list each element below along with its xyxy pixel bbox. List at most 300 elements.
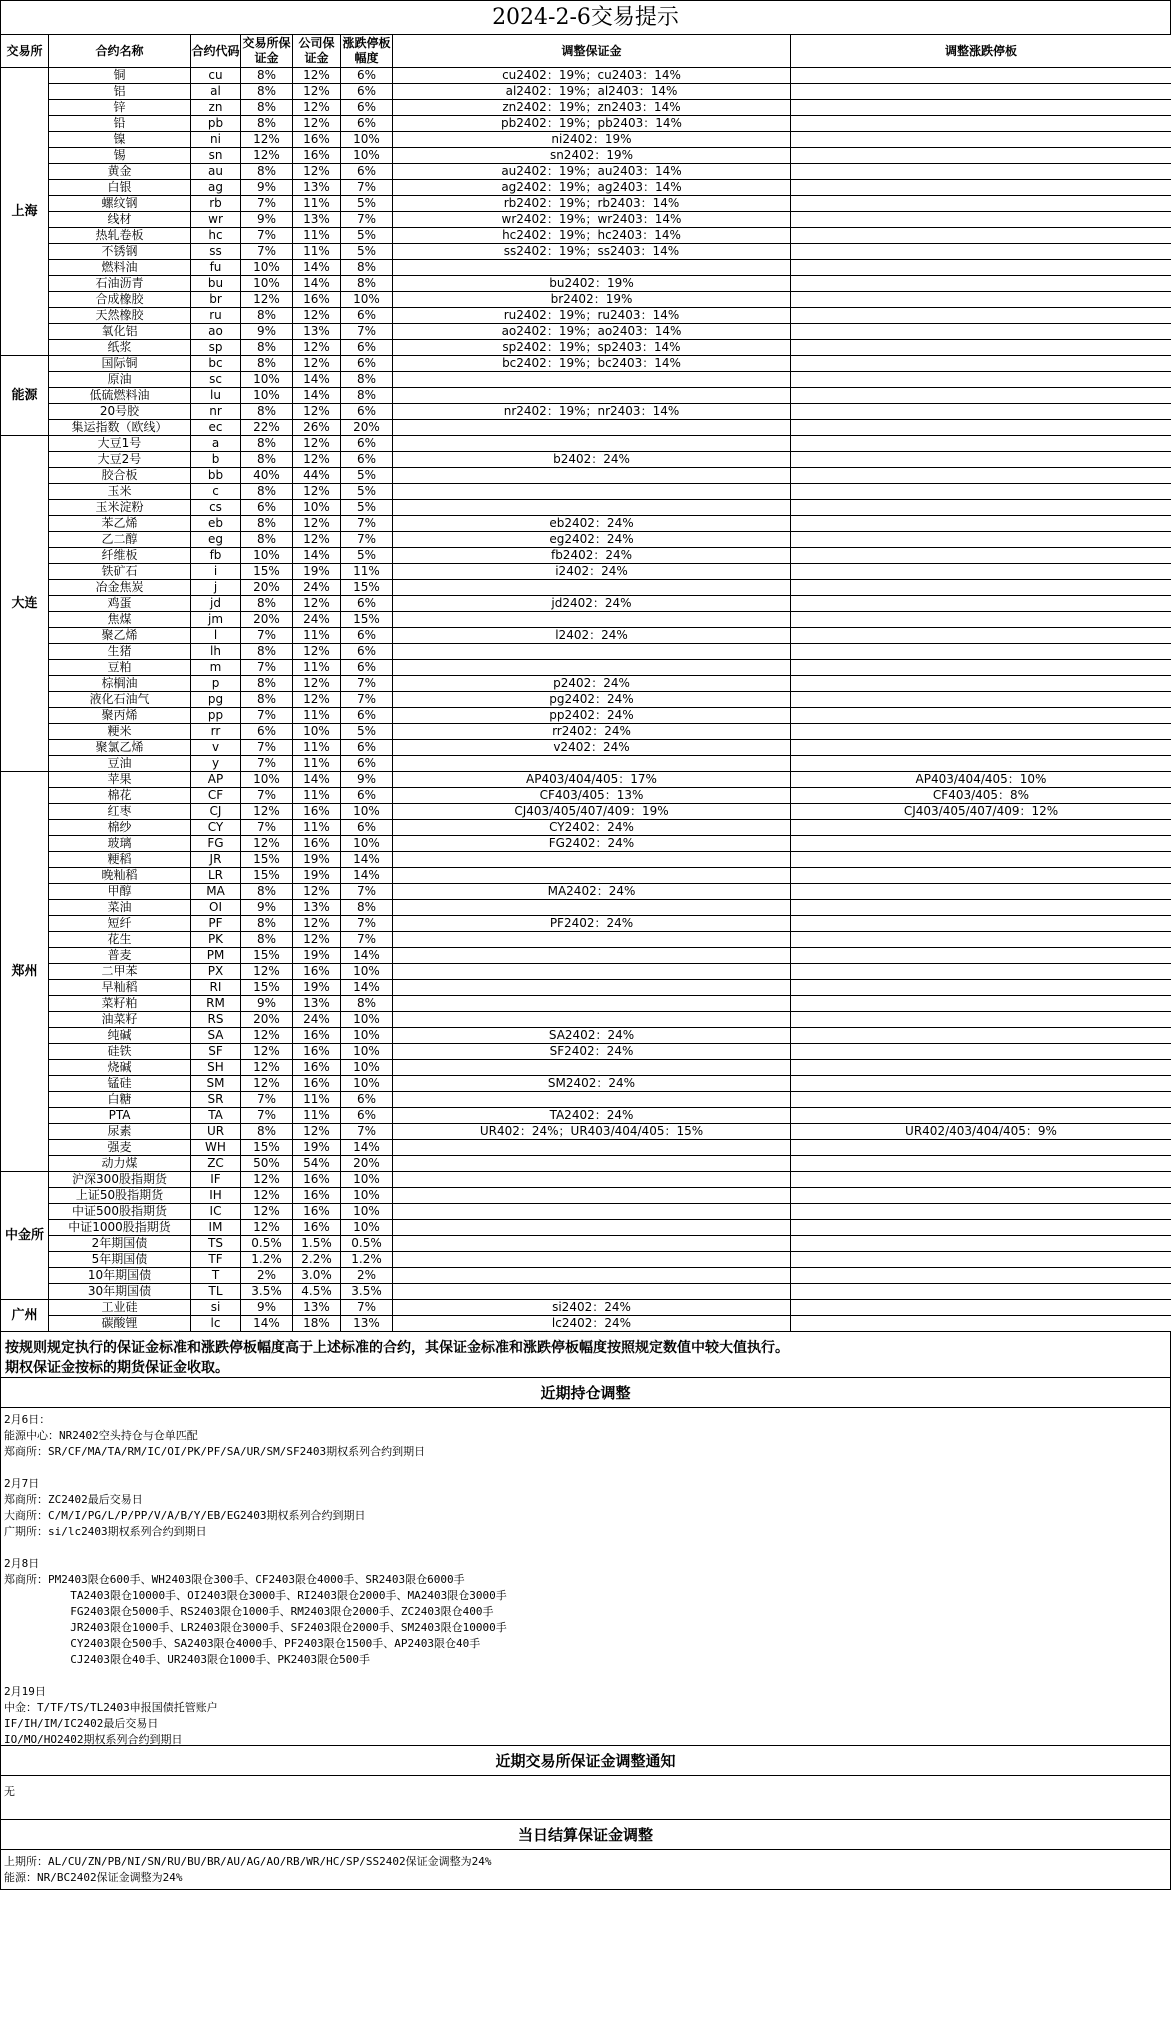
company-margin-cell: 12% bbox=[293, 916, 341, 932]
contract-code-cell: ZC bbox=[191, 1156, 241, 1172]
company-margin-cell: 16% bbox=[293, 1172, 341, 1188]
company-margin-cell: 12% bbox=[293, 932, 341, 948]
exchange-margin-cell: 1.2% bbox=[241, 1252, 293, 1268]
company-margin-cell: 16% bbox=[293, 1220, 341, 1236]
exchange-margin-cell: 8% bbox=[241, 644, 293, 660]
adjust-limit-cell bbox=[791, 1268, 1171, 1284]
limit-cell: 8% bbox=[341, 276, 393, 292]
contract-code-cell: y bbox=[191, 756, 241, 772]
table-row bbox=[1, 660, 1171, 676]
adjust-limit-cell bbox=[791, 660, 1171, 676]
limit-cell: 5% bbox=[341, 196, 393, 212]
limit-cell: 10% bbox=[341, 804, 393, 820]
company-margin-cell: 12% bbox=[293, 340, 341, 356]
company-margin-cell: 16% bbox=[293, 836, 341, 852]
company-margin-cell: 13% bbox=[293, 1300, 341, 1316]
adjust-limit-cell bbox=[791, 1284, 1171, 1300]
contract-code-cell: TA bbox=[191, 1108, 241, 1124]
table-row bbox=[1, 308, 1171, 324]
adjust-margin-cell: nr2402：19%；nr2403：14% bbox=[393, 404, 791, 420]
adjust-margin-cell: p2402：24% bbox=[393, 676, 791, 692]
exchange-margin-cell: 8% bbox=[241, 356, 293, 372]
table-row bbox=[1, 1012, 1171, 1028]
adjust-limit-cell bbox=[791, 532, 1171, 548]
limit-cell: 6% bbox=[341, 356, 393, 372]
contract-name-cell: 硅铁 bbox=[49, 1044, 191, 1060]
adjust-margin-cell bbox=[393, 1156, 791, 1172]
adjust-limit-cell bbox=[791, 1108, 1171, 1124]
exchange-margin-cell: 12% bbox=[241, 804, 293, 820]
contract-name-cell: 石油沥青 bbox=[49, 276, 191, 292]
exchange-margin-cell: 8% bbox=[241, 436, 293, 452]
company-margin-cell: 19% bbox=[293, 980, 341, 996]
adjust-limit-cell bbox=[791, 228, 1171, 244]
position-line: JR2403限仓1000手、LR2403限仓3000手、SF2403限仓2000手、SM2403限仓10000手 bbox=[4, 1621, 507, 1634]
table-row bbox=[1, 404, 1171, 420]
company-margin-cell: 12% bbox=[293, 100, 341, 116]
exchange-margin-cell: 7% bbox=[241, 1108, 293, 1124]
limit-cell: 10% bbox=[341, 1076, 393, 1092]
adjust-margin-cell bbox=[393, 468, 791, 484]
limit-cell: 6% bbox=[341, 788, 393, 804]
table-row bbox=[1, 1220, 1171, 1236]
table-row bbox=[1, 676, 1171, 692]
company-margin-cell: 12% bbox=[293, 1124, 341, 1140]
exchange-margin-cell: 8% bbox=[241, 884, 293, 900]
company-margin-cell: 14% bbox=[293, 548, 341, 564]
adjust-margin-cell: TA2402：24% bbox=[393, 1108, 791, 1124]
table-row bbox=[1, 1028, 1171, 1044]
exchange-margin-cell: 12% bbox=[241, 1204, 293, 1220]
contract-code-cell: lu bbox=[191, 388, 241, 404]
limit-cell: 7% bbox=[341, 676, 393, 692]
table-row bbox=[1, 980, 1171, 996]
exchange-margin-cell: 10% bbox=[241, 772, 293, 788]
contract-code-cell: rr bbox=[191, 724, 241, 740]
contract-code-cell: SA bbox=[191, 1028, 241, 1044]
adjust-margin-cell: b2402：24% bbox=[393, 452, 791, 468]
position-line: TA2403限仓10000手、OI2403限仓3000手、RI2403限仓2000手、MA2403限仓3000手 bbox=[4, 1589, 507, 1602]
limit-cell: 7% bbox=[341, 932, 393, 948]
adjust-margin-cell: CY2402：24% bbox=[393, 820, 791, 836]
adjust-margin-cell: ni2402：19% bbox=[393, 132, 791, 148]
table-row bbox=[1, 244, 1171, 260]
table-row bbox=[1, 580, 1171, 596]
exchange-margin-cell: 10% bbox=[241, 276, 293, 292]
exchange-margin-cell: 8% bbox=[241, 596, 293, 612]
position-line: IF/IH/IM/IC2402最后交易日 bbox=[4, 1717, 159, 1730]
position-line: 郑商所：PM2403限仓600手、WH2403限仓300手、CF2403限仓4000手、SR2403限仓6000手 bbox=[4, 1573, 465, 1586]
contract-code-cell: rb bbox=[191, 196, 241, 212]
adjust-margin-cell bbox=[393, 660, 791, 676]
contract-name-cell: 聚丙烯 bbox=[49, 708, 191, 724]
company-margin-cell: 16% bbox=[293, 148, 341, 164]
adjust-limit-cell bbox=[791, 356, 1171, 372]
adjust-margin-cell: v2402：24% bbox=[393, 740, 791, 756]
table-row bbox=[1, 1300, 1171, 1316]
company-margin-cell: 11% bbox=[293, 196, 341, 212]
company-margin-cell: 11% bbox=[293, 628, 341, 644]
company-margin-cell: 16% bbox=[293, 1204, 341, 1220]
table-row bbox=[1, 212, 1171, 228]
limit-cell: 8% bbox=[341, 372, 393, 388]
exchange-margin-cell: 50% bbox=[241, 1156, 293, 1172]
limit-cell: 14% bbox=[341, 868, 393, 884]
company-margin-cell: 11% bbox=[293, 1108, 341, 1124]
adjust-margin-cell: lc2402：24% bbox=[393, 1316, 791, 1332]
adjust-limit-cell bbox=[791, 388, 1171, 404]
settlement-line: 能源：NR/BC2402保证金调整为24% bbox=[4, 1871, 183, 1884]
table-row bbox=[1, 788, 1171, 804]
exchange-margin-cell: 8% bbox=[241, 532, 293, 548]
company-margin-cell: 11% bbox=[293, 788, 341, 804]
position-line: 郑商所：ZC2402最后交易日 bbox=[4, 1493, 143, 1506]
contract-code-cell: v bbox=[191, 740, 241, 756]
adjust-margin-cell bbox=[393, 1060, 791, 1076]
contract-code-cell: eg bbox=[191, 532, 241, 548]
header-contract-name: 合约名称 bbox=[49, 35, 191, 68]
company-margin-cell: 12% bbox=[293, 116, 341, 132]
adjust-margin-cell bbox=[393, 500, 791, 516]
exchange-margin-cell: 12% bbox=[241, 836, 293, 852]
exchange-margin-cell: 0.5% bbox=[241, 1236, 293, 1252]
adjust-limit-cell bbox=[791, 1300, 1171, 1316]
company-margin-cell: 10% bbox=[293, 500, 341, 516]
limit-cell: 6% bbox=[341, 1092, 393, 1108]
limit-cell: 2% bbox=[341, 1268, 393, 1284]
contract-name-cell: 菜籽粕 bbox=[49, 996, 191, 1012]
adjust-limit-cell bbox=[791, 516, 1171, 532]
limit-cell: 10% bbox=[341, 148, 393, 164]
exchange-margin-cell: 9% bbox=[241, 180, 293, 196]
exchange-margin-cell: 12% bbox=[241, 1076, 293, 1092]
contract-code-cell: p bbox=[191, 676, 241, 692]
limit-cell: 6% bbox=[341, 340, 393, 356]
adjust-margin-cell bbox=[393, 948, 791, 964]
table-row bbox=[1, 276, 1171, 292]
adjust-margin-cell bbox=[393, 612, 791, 628]
adjust-limit-cell bbox=[791, 1060, 1171, 1076]
adjust-limit-cell bbox=[791, 324, 1171, 340]
table-body bbox=[1, 68, 1171, 1332]
adjust-limit-cell bbox=[791, 164, 1171, 180]
table-row bbox=[1, 596, 1171, 612]
exchange-margin-cell: 15% bbox=[241, 1140, 293, 1156]
adjust-margin-cell: rr2402：24% bbox=[393, 724, 791, 740]
adjust-margin-cell bbox=[393, 1220, 791, 1236]
contract-name-cell: 粳稻 bbox=[49, 852, 191, 868]
adjust-margin-cell: SA2402：24% bbox=[393, 1028, 791, 1044]
table-row bbox=[1, 756, 1171, 772]
company-margin-cell: 12% bbox=[293, 692, 341, 708]
table-row bbox=[1, 612, 1171, 628]
contract-code-cell: PM bbox=[191, 948, 241, 964]
table-row bbox=[1, 1124, 1171, 1140]
company-margin-cell: 26% bbox=[293, 420, 341, 436]
contract-name-cell: 普麦 bbox=[49, 948, 191, 964]
adjust-limit-cell bbox=[791, 644, 1171, 660]
company-margin-cell: 16% bbox=[293, 1044, 341, 1060]
table-row bbox=[1, 724, 1171, 740]
exchange-margin-cell: 12% bbox=[241, 1188, 293, 1204]
table-row bbox=[1, 164, 1171, 180]
contract-name-cell: 聚氯乙烯 bbox=[49, 740, 191, 756]
contract-code-cell: bc bbox=[191, 356, 241, 372]
limit-cell: 15% bbox=[341, 580, 393, 596]
exchange-margin-cell: 8% bbox=[241, 100, 293, 116]
position-line bbox=[4, 1460, 1167, 1476]
adjust-margin-cell bbox=[393, 1252, 791, 1268]
contract-name-cell: 大豆2号 bbox=[49, 452, 191, 468]
position-adjust-body bbox=[0, 1408, 1171, 1746]
table-row bbox=[1, 1044, 1171, 1060]
adjust-margin-cell bbox=[393, 1092, 791, 1108]
table-row bbox=[1, 628, 1171, 644]
adjust-limit-cell bbox=[791, 292, 1171, 308]
contract-code-cell: sc bbox=[191, 372, 241, 388]
adjust-limit-cell bbox=[791, 1076, 1171, 1092]
contract-code-cell: bb bbox=[191, 468, 241, 484]
limit-cell: 11% bbox=[341, 564, 393, 580]
limit-cell: 6% bbox=[341, 100, 393, 116]
exchange-margin-cell: 7% bbox=[241, 1092, 293, 1108]
exchange-margin-cell: 8% bbox=[241, 452, 293, 468]
company-margin-cell: 13% bbox=[293, 324, 341, 340]
adjust-margin-cell bbox=[393, 1172, 791, 1188]
table-row bbox=[1, 900, 1171, 916]
table-row bbox=[1, 484, 1171, 500]
position-line: IO/MO/HO2402期权系列合约到期日 bbox=[4, 1733, 183, 1746]
limit-cell: 3.5% bbox=[341, 1284, 393, 1300]
adjust-limit-cell bbox=[791, 596, 1171, 612]
adjust-margin-cell: FG2402：24% bbox=[393, 836, 791, 852]
adjust-margin-cell: eb2402：24% bbox=[393, 516, 791, 532]
exchange-cell: 能源 bbox=[1, 356, 49, 436]
adjust-margin-cell: fb2402：24% bbox=[393, 548, 791, 564]
contract-code-cell: SM bbox=[191, 1076, 241, 1092]
table-row bbox=[1, 1188, 1171, 1204]
contract-name-cell: 螺纹钢 bbox=[49, 196, 191, 212]
limit-cell: 5% bbox=[341, 548, 393, 564]
contract-name-cell: 纸浆 bbox=[49, 340, 191, 356]
contract-code-cell: ag bbox=[191, 180, 241, 196]
limit-cell: 6% bbox=[341, 740, 393, 756]
contract-code-cell: si bbox=[191, 1300, 241, 1316]
margin-notice-body bbox=[0, 1776, 1171, 1820]
exchange-margin-cell: 12% bbox=[241, 148, 293, 164]
contract-name-cell: 铅 bbox=[49, 116, 191, 132]
table-row bbox=[1, 1284, 1171, 1300]
contract-name-cell: 锌 bbox=[49, 100, 191, 116]
adjust-limit-cell bbox=[791, 68, 1171, 84]
adjust-limit-cell bbox=[791, 180, 1171, 196]
company-margin-cell: 14% bbox=[293, 276, 341, 292]
adjust-margin-cell: si2402：24% bbox=[393, 1300, 791, 1316]
table-row bbox=[1, 84, 1171, 100]
limit-cell: 6% bbox=[341, 116, 393, 132]
company-margin-cell: 11% bbox=[293, 244, 341, 260]
table-row bbox=[1, 1156, 1171, 1172]
adjust-limit-cell bbox=[791, 1172, 1171, 1188]
limit-cell: 10% bbox=[341, 964, 393, 980]
contract-name-cell: 锡 bbox=[49, 148, 191, 164]
adjust-margin-cell: PF2402：24% bbox=[393, 916, 791, 932]
company-margin-cell: 11% bbox=[293, 228, 341, 244]
exchange-margin-cell: 7% bbox=[241, 740, 293, 756]
limit-cell: 7% bbox=[341, 324, 393, 340]
limit-cell: 6% bbox=[341, 164, 393, 180]
exchange-margin-cell: 9% bbox=[241, 212, 293, 228]
exchange-margin-cell: 2% bbox=[241, 1268, 293, 1284]
contract-code-cell: sp bbox=[191, 340, 241, 356]
exchange-margin-cell: 20% bbox=[241, 580, 293, 596]
contract-name-cell: 5年期国债 bbox=[49, 1252, 191, 1268]
limit-cell: 7% bbox=[341, 916, 393, 932]
contract-code-cell: SF bbox=[191, 1044, 241, 1060]
contract-name-cell: 燃料油 bbox=[49, 260, 191, 276]
contract-name-cell: 短纤 bbox=[49, 916, 191, 932]
table-row bbox=[1, 852, 1171, 868]
contract-name-cell: 国际铜 bbox=[49, 356, 191, 372]
contract-code-cell: PX bbox=[191, 964, 241, 980]
table-row bbox=[1, 196, 1171, 212]
company-margin-cell: 16% bbox=[293, 132, 341, 148]
contract-code-cell: nr bbox=[191, 404, 241, 420]
settlement-line: 上期所：AL/CU/ZN/PB/NI/SN/RU/BU/BR/AU/AG/AO/RB/WR/HC/SP/SS2402保证金调整为24% bbox=[4, 1855, 492, 1868]
contract-code-cell: br bbox=[191, 292, 241, 308]
table-row bbox=[1, 180, 1171, 196]
limit-cell: 8% bbox=[341, 996, 393, 1012]
limit-cell: 0.5% bbox=[341, 1236, 393, 1252]
adjust-limit-cell bbox=[791, 580, 1171, 596]
table-header-row bbox=[1, 35, 1171, 68]
contract-code-cell: IM bbox=[191, 1220, 241, 1236]
company-margin-cell: 1.5% bbox=[293, 1236, 341, 1252]
position-line: CY2403限仓500手、SA2403限仓4000手、PF2403限仓1500手、AP2403限仓40手 bbox=[4, 1637, 481, 1650]
position-line: 大商所：C/M/I/PG/L/P/PP/V/A/B/Y/EB/EG2403期权系列合约到期日 bbox=[4, 1509, 366, 1522]
contract-name-cell: 锰硅 bbox=[49, 1076, 191, 1092]
exchange-margin-cell: 15% bbox=[241, 852, 293, 868]
contract-name-cell: PTA bbox=[49, 1108, 191, 1124]
adjust-margin-cell: au2402：19%；au2403：14% bbox=[393, 164, 791, 180]
exchange-margin-cell: 7% bbox=[241, 244, 293, 260]
exchange-margin-cell: 12% bbox=[241, 964, 293, 980]
contract-code-cell: FG bbox=[191, 836, 241, 852]
table-row bbox=[1, 260, 1171, 276]
table-row bbox=[1, 1316, 1171, 1332]
adjust-limit-cell bbox=[791, 276, 1171, 292]
adjust-margin-cell: ru2402：19%；ru2403：14% bbox=[393, 308, 791, 324]
adjust-limit-cell bbox=[791, 996, 1171, 1012]
contract-name-cell: 强麦 bbox=[49, 1140, 191, 1156]
contract-code-cell: IH bbox=[191, 1188, 241, 1204]
adjust-limit-cell bbox=[791, 868, 1171, 884]
table-row bbox=[1, 116, 1171, 132]
exchange-margin-cell: 12% bbox=[241, 1220, 293, 1236]
adjust-margin-cell bbox=[393, 964, 791, 980]
adjust-margin-cell: sp2402：19%；sp2403：14% bbox=[393, 340, 791, 356]
contract-code-cell: CJ bbox=[191, 804, 241, 820]
position-line: 2月7日 bbox=[4, 1477, 40, 1490]
limit-cell: 6% bbox=[341, 644, 393, 660]
adjust-limit-cell bbox=[791, 500, 1171, 516]
exchange-cell: 郑州 bbox=[1, 772, 49, 1172]
adjust-limit-cell bbox=[791, 420, 1171, 436]
adjust-margin-cell: pb2402：19%；pb2403：14% bbox=[393, 116, 791, 132]
table-row bbox=[1, 1140, 1171, 1156]
exchange-cell: 中金所 bbox=[1, 1172, 49, 1300]
contract-code-cell: TF bbox=[191, 1252, 241, 1268]
limit-cell: 20% bbox=[341, 1156, 393, 1172]
adjust-limit-cell bbox=[791, 244, 1171, 260]
adjust-margin-cell bbox=[393, 996, 791, 1012]
exchange-margin-cell: 7% bbox=[241, 228, 293, 244]
adjust-limit-cell bbox=[791, 692, 1171, 708]
position-line: 郑商所：SR/CF/MA/TA/RM/IC/OI/PK/PF/SA/UR/SM/SF2403期权系列合约到期日 bbox=[4, 1445, 426, 1458]
adjust-limit-cell bbox=[791, 84, 1171, 100]
contract-name-cell: 铝 bbox=[49, 84, 191, 100]
limit-cell: 8% bbox=[341, 388, 393, 404]
exchange-margin-cell: 15% bbox=[241, 980, 293, 996]
table-row bbox=[1, 532, 1171, 548]
position-line bbox=[4, 1668, 1167, 1684]
adjust-limit-cell bbox=[791, 964, 1171, 980]
exchange-margin-cell: 20% bbox=[241, 612, 293, 628]
adjust-margin-cell: cu2402：19%；cu2403：14% bbox=[393, 68, 791, 84]
contract-code-cell: eb bbox=[191, 516, 241, 532]
table-row bbox=[1, 804, 1171, 820]
adjust-limit-cell bbox=[791, 1156, 1171, 1172]
contract-name-cell: 晚籼稻 bbox=[49, 868, 191, 884]
contract-name-cell: 棉纱 bbox=[49, 820, 191, 836]
table-row bbox=[1, 100, 1171, 116]
table-row bbox=[1, 1252, 1171, 1268]
limit-cell: 14% bbox=[341, 948, 393, 964]
adjust-margin-cell bbox=[393, 932, 791, 948]
adjust-limit-cell bbox=[791, 196, 1171, 212]
company-margin-cell: 12% bbox=[293, 404, 341, 420]
contract-code-cell: PF bbox=[191, 916, 241, 932]
exchange-margin-cell: 8% bbox=[241, 404, 293, 420]
adjust-margin-cell: pp2402：24% bbox=[393, 708, 791, 724]
exchange-margin-cell: 8% bbox=[241, 516, 293, 532]
company-margin-cell: 12% bbox=[293, 164, 341, 180]
adjust-margin-cell bbox=[393, 372, 791, 388]
contract-code-cell: sn bbox=[191, 148, 241, 164]
adjust-limit-cell bbox=[791, 1044, 1171, 1060]
adjust-limit-cell bbox=[791, 628, 1171, 644]
limit-cell: 5% bbox=[341, 228, 393, 244]
exchange-margin-cell: 3.5% bbox=[241, 1284, 293, 1300]
adjust-margin-cell: ag2402：19%；ag2403：14% bbox=[393, 180, 791, 196]
company-margin-cell: 16% bbox=[293, 1060, 341, 1076]
header-exchange: 交易所 bbox=[1, 35, 49, 68]
position-adjust-title: 近期持仓调整 bbox=[0, 1378, 1171, 1408]
adjust-margin-cell bbox=[393, 1140, 791, 1156]
page-title: 2024-2-6交易提示 bbox=[0, 0, 1171, 34]
contract-code-cell: ao bbox=[191, 324, 241, 340]
exchange-margin-cell: 12% bbox=[241, 132, 293, 148]
adjust-margin-cell bbox=[393, 1204, 791, 1220]
contract-name-cell: 早籼稻 bbox=[49, 980, 191, 996]
company-margin-cell: 13% bbox=[293, 180, 341, 196]
contract-name-cell: 鸡蛋 bbox=[49, 596, 191, 612]
contract-code-cell: fb bbox=[191, 548, 241, 564]
contract-name-cell: 上证50股指期货 bbox=[49, 1188, 191, 1204]
table-row bbox=[1, 516, 1171, 532]
contract-name-cell: 苯乙烯 bbox=[49, 516, 191, 532]
contract-name-cell: 氧化铝 bbox=[49, 324, 191, 340]
